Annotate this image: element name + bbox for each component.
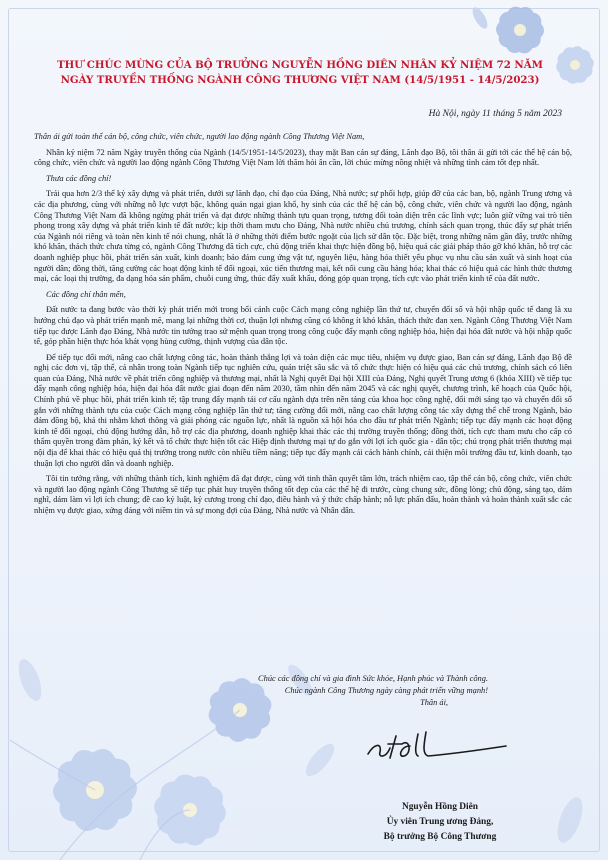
closing-wish-1: Chúc các đồng chí và gia đình Sức khỏe, Hạnh phúc và Thành công. — [258, 674, 488, 683]
signer-position-1: Ủy viên Trung ương Đảng, — [386, 817, 494, 827]
paragraph: Để tiếp tục đổi mới, nâng cao chất lượng công tác, hoàn thành thắng lợi và toàn diện các mục tiêu, nhiệm vụ được giao, Ban cán sự đảng, Lãnh đạo Bộ đề nghị các đơn vị, tập thể, cá nhân trong toàn Ngành tiếp tục nghiên cứu, quán triệt sâu sắc và tổ chức thực hiện có hiệu quả các chủ trương, chính sách có liên quan của Đảng, Nhà nước về phát triển công nghiệp và thương mại, nhất là Nghị quyết Đại hội XIII của Đảng, Nghị quyết Trung ương 6 (khóa XIII) về tiếp tục đẩy mạnh công nghiệp hóa, hiện đại hóa đất nước giai đoạn đến năm 2030, tầm nhìn đến năm 2045 và các nghị quyết, chương trình, kế hoạch của Quốc hội, Chính phủ về phục hồi, phát triển kinh tế; tập trung đẩy mạnh tái cơ cấu ngành dựa trên nền tảng của khoa học công nghệ, đổi mới sáng tạo và chuyển đổi số gắn với những thành tựu của cuộc Cách mạng công nghiệp lần thứ tư; tăng cường đổi mới, nâng cao chất lượng công tác xây dựng thể chế trong Ngành, bảo đảm đồng bộ, khả thi nhằm khơi thông và giải phóng các nguồn lực, nhất là nguồn xã hội hóa cho đầu tư phát triển Ngành; tiếp tục đẩy mạnh các hoạt động kinh tế đối ngoại, chủ động hướng dẫn, hỗ trợ các địa phương, doanh nghiệp khai thác các thị trường truyền thống; đồng thời, tích cực tham mưu cho cấp có thẩm quyền trong đàm phán, ký kết và tổ chức thực hiện tốt các Hiệp định thương mại tự do gắn với lợi ích quốc gia - dân tộc; chú trọng phát triển thương mại nội địa để khai thác có hiệu quả thị trường trong nước còn nhiều tiềm năng; tiếp tục đẩy mạnh cải cách hành chính, cải thiện môi trường đầu tư, kinh doanh, tạo thuận lợi cho người dân và doanh nghiệp. — [34, 352, 572, 468]
closing-regards: Thân ái, — [420, 698, 448, 707]
signer-position-2: Bộ trưởng Bộ Công Thương — [383, 832, 497, 842]
paragraph: Đất nước ta đang bước vào thời kỳ phát triển mới trong bối cảnh cuộc Cách mạng công nghiệp lần thứ tư, chuyển đổi số và hội nhập quốc tế đang là xu hướng chủ đạo và phát triển mạnh mẽ, mang lại những thời cơ, thuận lợi nhưng cũng có không ít khó khăn, thách thức đan xen. Ngành Công Thương Việt Nam tiếp tục được Lãnh đạo Đảng, Nhà nước tin tưởng trao sứ mệnh quan trọng trong công cuộc đẩy mạnh công nghiệp hóa, hiện đại hóa đất nước và hội nhập quốc tế, góp phần hiện thực hóa khát vọng hùng cường, thịnh vượng của dân tộc. — [34, 305, 572, 347]
signer-block — [340, 800, 540, 845]
letter-body — [34, 132, 572, 522]
salutation: Các đồng chí thân mến, — [46, 289, 126, 299]
paragraph: Tôi tin tưởng rằng, với những thành tích, kinh nghiệm đã đạt được, cùng với tinh thần quyết tâm lớn, trách nhiệm cao, tập thể cán bộ, công chức, viên chức và người lao động ngành Công Thương sẽ tiếp tục phát huy truyền thống tốt đẹp của các thế hệ đi trước, cùng chung sức, đồng lòng; chủ động, sáng tạo, dám nghĩ, dám làm vì lợi ích chung; đề cao kỷ luật, kỷ cương trong chỉ đạo, điều hành và ý thức chấp hành; nỗ lực phấn đấu, hoàn thành và hoàn thành xuất sắc các nhiệm vụ được giao, xứng đáng với niềm tin và sự mong đợi của Đảng, Nhà nước và Nhân dân. — [34, 474, 572, 515]
title-line-1: THƯ CHÚC MỪNG CỦA BỘ TRƯỞNG NGUYỄN HỒNG DIÊN NHÂN KỶ NIỆM 72 NĂM — [57, 59, 543, 71]
signature — [360, 724, 510, 764]
paragraph: Nhân kỷ niệm 72 năm Ngày truyền thống của Ngành (14/5/1951-14/5/2023), thay mặt Ban cán sự đảng, Lãnh đạo Bộ, tôi thân ái gửi tới các thế hệ cán bộ, công chức, viên chức và người lao động ngành Công Thương Việt Nam lời thăm hỏi ân cần, lời chúc mừng nồng nhiệt và những tình cảm tốt đẹp nhất. — [34, 147, 572, 168]
salutation: Thưa các đồng chí! — [46, 173, 112, 183]
closing-block — [88, 673, 488, 709]
letter-title — [30, 58, 570, 88]
closing-wish-2: Chúc ngành Công Thương ngày càng phát triển vững mạnh! — [284, 686, 488, 695]
letter-date: Hà Nội, ngày 11 tháng 5 năm 2023 — [428, 109, 562, 119]
title-line-2: NGÀY TRUYỀN THỐNG NGÀNH CÔNG THƯƠNG VIỆT NAM (14/5/1951 - 14/5/2023) — [60, 74, 540, 86]
paragraph: Trải qua hơn 2/3 thế kỷ xây dựng và phát triển, dưới sự lãnh đạo, chỉ đạo của Đảng, Nhà nước; sự phối hợp, giúp đỡ của các ban, bộ, ngành Trung ương và các địa phương, cùng với những nỗ lực vượt bậc, không quản ngại gian khổ, hy sinh của các thế hệ cán bộ, công chức, viên chức và người lao động, ngành Công Thương Việt Nam đã không ngừng phát triển và đạt được những thành tựu quan trọng, tương đối toàn diện trên các lĩnh vực; luôn giữ vững vai trò tiên phong trong xây dựng và phát triển kinh tế đất nước; kịp thời tham mưu cho Đảng, Nhà nước nhiều chủ trương, chính sách quan trọng, thúc đẩy sự phát triển của Ngành nói riêng và toàn nền kinh tế nói chung, nhất là ở những thời điểm bước ngoặt của lịch sử dân tộc. Đặc biệt, trong những năm gần đây, trước những khó khăn, thách thức chưa từng có, ngành Công Thương đã tích cực, chủ động triển khai thực hiện đồng bộ, hiệu quả các giải pháp tháo gỡ khó khăn, hỗ trợ các doanh nghiệp phục hồi, phát triển sản xuất, kinh doanh; bảo đảm cung ứng vật tư, nguyên liệu, hàng hóa thiết yếu phục vụ nhu cầu sản xuất và sinh hoạt của người dân; đồng thời, tăng cường các hoạt động kinh tế đối ngoại, xúc tiến thương mại, kết nối cung cầu hàng hóa; khai thác có hiệu quả các hình thức thương mại, các loại thị trường, đa dạng hóa sản phẩm, chuỗi cung ứng, thúc đẩy xuất khẩu, đóng góp quan trọng, tích cực vào phát triển kinh tế của đất nước. — [34, 189, 572, 284]
signer-name: Nguyễn Hồng Diên — [401, 802, 479, 812]
greeting: Thân ái gửi toàn thể cán bộ, công chức, viên chức, người lao động ngành Công Thương Việt Nam, — [34, 132, 365, 141]
